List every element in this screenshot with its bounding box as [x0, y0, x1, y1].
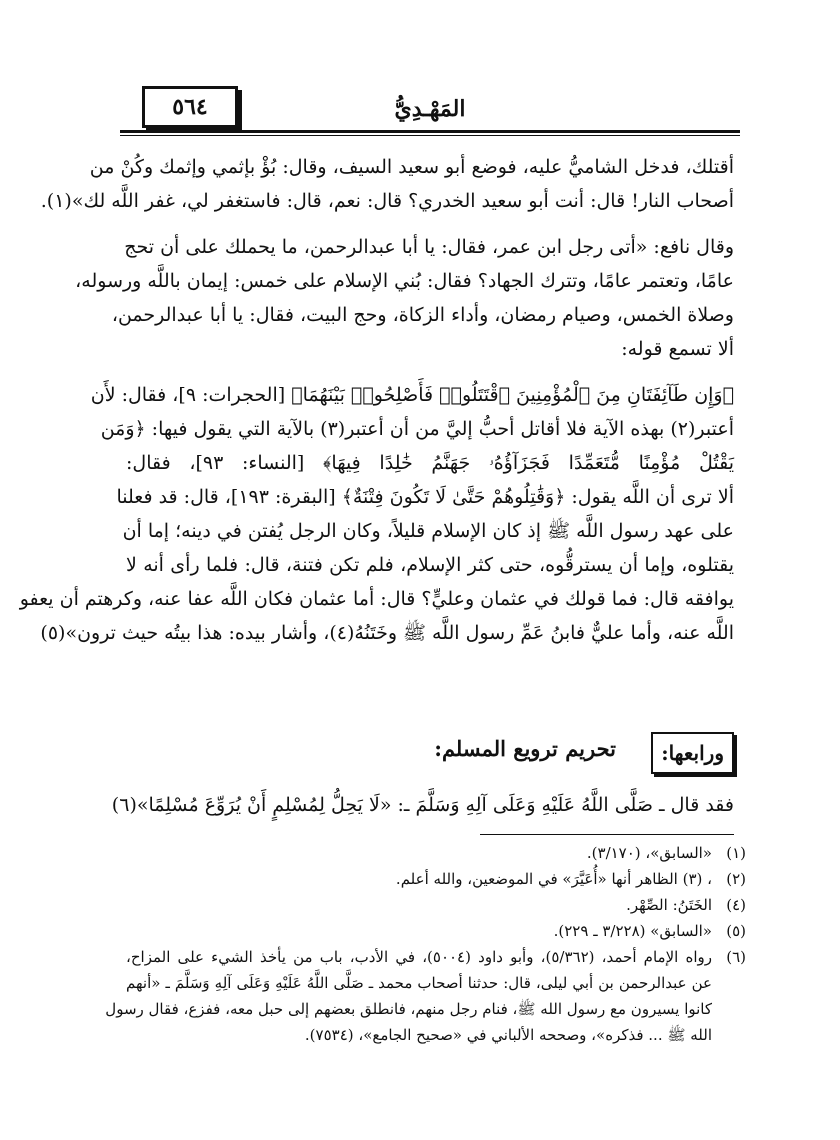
footnotes — [105, 840, 746, 1048]
section-heading — [126, 730, 734, 776]
paragraph-gap — [126, 218, 734, 230]
text-line: عامًا، وتعتمر عامًا، وتترك الجهاد؟ فقال: بُني الإسلام على خمس: إيمان باللَّه ورسوله، — [75, 270, 734, 292]
hadith-text: فقد قال ـ صَلَّى اللَّهُ عَلَيْهِ وَعَلَى آلِهِ وَسَلَّمَ ـ: «لَا يَحِلُّ لِمُسْلِمٍ أَنْ يُرَوِّعَ مُسْلِمًا»(٦) — [111, 794, 734, 816]
page-number: ٥٦٤ — [142, 86, 238, 128]
text-line: أقتلك، فدخل الشاميُّ عليه، فوضع أبو سعيد السيف، وقال: بُؤْ بإثمي وإثمك وكُنْ من — [89, 156, 734, 178]
text-line: اللَّه عنه، وأما عليٌّ فابنُ عَمِّ رسول اللَّه ﷺ وخَتَنُهُ(٤)، وأشار بيده: هذا بيتُه حيث ترون»(٥) — [40, 622, 734, 644]
footnote-text: كانوا يسيرون مع رسول الله ﷺ، فنام رجل منهم، فانطلق بعضهم إلى حبل معه، ففزع، فقال رسول — [105, 1000, 712, 1018]
footnote-text: رواه الإمام أحمد، (٥/٣٦٢)، وأبو داود (٥٠٠٤)، في الأدب، باب من يأخذ الشيء على المزاح، — [126, 948, 712, 966]
footnote-number: (٦) — [726, 948, 746, 966]
footnote-text: عن عبدالرحمن بن أبي ليلى، قال: حدثنا أصحاب محمد ـ صَلَّى اللَّهُ عَلَيْهِ وَعَلَى آلِهِ وَسَلَّمَ ـ «أنهم — [126, 974, 712, 992]
text-line: وقال نافع: «أتى رجل ابن عمر، فقال: يا أبا عبدالرحمن، ما يحملك على أن تحج — [124, 236, 734, 258]
footnote — [105, 944, 746, 1048]
page-header — [120, 86, 740, 146]
footnote-separator — [480, 834, 734, 835]
footnote-text: «السابق» (٣/٢٢٨ ـ ٢٢٩). — [553, 922, 712, 940]
footnote — [126, 840, 746, 866]
section-title: تحريم ترويع المسلم: — [434, 736, 616, 761]
text-line: أصحاب النار! قال: أنت أبو سعيد الخدري؟ قال: نعم، قال: فاستغفر لي، غفر اللَّه لك»(١). — [40, 190, 734, 212]
text-line: على عهد رسول اللَّه ﷺ إذ كان الإسلام قليلاً، وكان الرجل يُفتن في دينه؛ إما أن — [122, 520, 734, 542]
footnote-number: (٤) — [726, 896, 746, 914]
page-title: المَهْـدِيُّ — [394, 96, 466, 122]
text-line: يوافقه قال: فما قولك في عثمان وعليٍّ؟ قال: أما عثمان فكان اللَّه عفا عنه، وكرهتم أن يعفو — [19, 588, 734, 610]
footnote-text: «السابق»، (٣/١٧٠). — [586, 844, 712, 862]
text-line: وصلاة الخمس، وصيام رمضان، وأداء الزكاة، وحج البيت، فقال: يا أبا عبدالرحمن، — [111, 304, 734, 326]
footnote-number: (١) — [726, 844, 746, 862]
footnote — [126, 866, 746, 892]
footnote-text: ، (٣) الظاهر أنها «أُعَيَّرَ» في الموضعين، والله أعلم. — [395, 870, 712, 888]
text-line: يقتلوه، وإما أن يسترقُّوه، حتى كثر الإسلام، فلم تكن فتنة، قال: فلما رأى أنه لا — [126, 554, 734, 576]
footnote-text: الخَتَنُ: الصِّهْر. — [626, 896, 712, 914]
footnote — [126, 892, 746, 918]
quran-verse-line: يَقْتُلْ مُؤْمِنًا مُّتَعَمِّدًا فَجَزَآؤُهُۥ جَهَنَّمُ خَٰلِدًا فِيهَا﴾ [النساء: ٩٣]، فقال: — [126, 452, 734, 474]
footnote-number: (٥) — [726, 922, 746, 940]
footnote-text: الله ﷺ ... فذكره»، وصححه الألباني في «صحيح الجامع»، (٧٥٣٤). — [304, 1026, 712, 1044]
text-line: أعتبر(٢) بهذه الآية فلا أقاتل أحبُّ إليَّ من أن أعتبر(٣) بالآية التي يقول فيها: ﴿وَمَن — [100, 418, 734, 440]
footnote-number: (٢) — [726, 870, 746, 888]
text-line: ألا تسمع قوله: — [621, 338, 734, 360]
header-rule-thin — [120, 135, 740, 136]
section-label: ورابعها: — [651, 732, 734, 774]
header-rule — [120, 130, 740, 133]
quran-verse-line: ﴿وَإِن طَآئِفَتَانِ مِنَ ٱلْمُؤْمِنِينَ ٱقْتَتَلُوا۟ فَأَصْلِحُوا۟ بَيْنَهُمَا﴾ [الحجرات: ٩]، فقال: لأَن — [90, 384, 734, 406]
quran-verse-line: ألا ترى أن اللَّه يقول: ﴿وَقَٰتِلُوهُمْ حَتَّىٰ لَا تَكُونَ فِتْنَةٌ﴾ [البقرة: ١٩٣]، قال: قد فعلنا — [116, 486, 734, 508]
paragraph-gap — [126, 366, 734, 378]
footnote — [126, 918, 746, 944]
main-text — [19, 150, 734, 650]
